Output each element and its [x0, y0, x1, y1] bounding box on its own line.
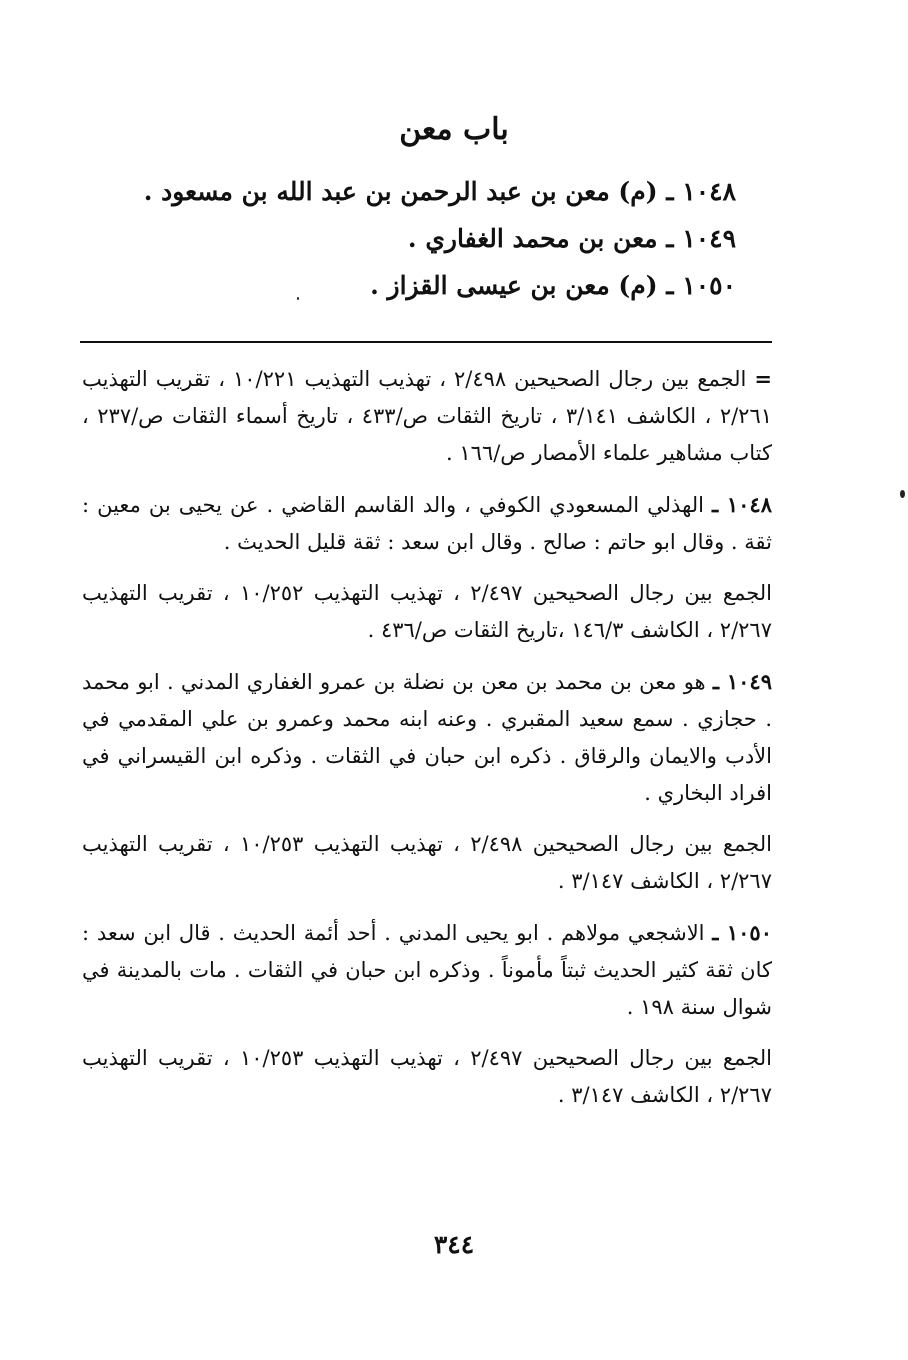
footnote-1049-sources [82, 826, 772, 900]
footnote-text: هو معن بن محمد بن معن بن نضلة بن عمرو الغفاري المدني . ابو محمد . حجازي . سمع سعيد المقبري . وعنه ابنه محمد وعمرو بن علي المقدمي في الأدب والايمان والرقاق . ذكره ابن حبان في الثقات . وذكره ابن القيسراني في افراد البخاري . [82, 670, 772, 805]
footnote-1048-bio [82, 486, 772, 561]
footnote-number: ١٠٥٠ ـ [712, 920, 772, 945]
footnote-text: الجمع بين رجال الصحيحين ٢/٤٩٧ ، تهذيب التهذيب ١٠/٢٥٢ ، تقريب التهذيب ٢/٢٦٧ ، الكاشف ١٤٦/٣ ،تاريخ الثقات ص/٤٣٦ . [82, 581, 772, 642]
page-number: ٣٤٤ [433, 1230, 475, 1259]
footnote-number: ١٠٤٩ ـ [712, 669, 772, 694]
footnote-general-sources [82, 360, 772, 472]
footnote-text: الاشجعي مولاهم . ابو يحيى المدني . أحد أئمة الحديث . قال ابن سعد : كان ثقة كثير الحديث ثبتاً مأموناً . وذكره ابن حبان في الثقات . مات بالمدينة في شوال سنة ١٩٨ . [82, 921, 772, 1019]
footnote-divider [80, 341, 772, 343]
chapter-title: باب معن [399, 112, 509, 147]
footnote-number: ١٠٤٨ ـ [712, 492, 772, 517]
footnote-1049-bio [82, 663, 772, 812]
scan-speck [900, 490, 905, 498]
footnote-text: الجمع بين رجال الصحيحين ٢/٤٩٨ ، تهذيب التهذيب ١٠/٢٥٣ ، تقريب التهذيب ٢/٢٦٧ ، الكاشف ٣/١٤٧ . [82, 832, 772, 893]
entry-list [136, 168, 736, 309]
footnote-text: الجمع بين رجال الصحيحين ٢/٤٩٨ ، تهذيب التهذيب ١٠/٢٢١ ، تقريب التهذيب ٢/٢٦١ ، الكاشف ٣/١٤١ ، تاريخ الثقات ص/٤٣٣ ، تاريخ أسماء الثقات ص/٢٣٧ ، كتاب مشاهير علماء الأمصار ص/١٦٦ . [82, 367, 773, 465]
entry-1050: ١٠٥٠ ـ (م) معن بن عيسى القزاز . [370, 271, 736, 300]
footnote-1048-sources [82, 575, 772, 649]
footnote-text: الجمع بين رجال الصحيحين ٢/٤٩٧ ، تهذيب التهذيب ١٠/٢٥٣ ، تقريب التهذيب ٢/٢٦٧ ، الكاشف ٣/١٤٧ . [82, 1046, 772, 1107]
footnotes [82, 360, 772, 1128]
footnote-marker: = [754, 366, 772, 391]
footnote-1050-sources [82, 1040, 772, 1114]
footnote-1050-bio [82, 914, 772, 1026]
entry-1048: ١٠٤٨ ـ (م) معن بن عبد الرحمن بن عبد الله بن مسعود . [143, 177, 736, 206]
entry-1049: ١٠٤٩ ـ معن بن محمد الغفاري . [407, 224, 736, 253]
footnote-text: الهذلي المسعودي الكوفي ، والد القاسم القاضي . عن يحيى بن معين : ثقة . وقال ابو حاتم : صالح . وقال ابن سعد : ثقة قليل الحديث . [82, 493, 772, 554]
scan-speck [297, 297, 299, 300]
